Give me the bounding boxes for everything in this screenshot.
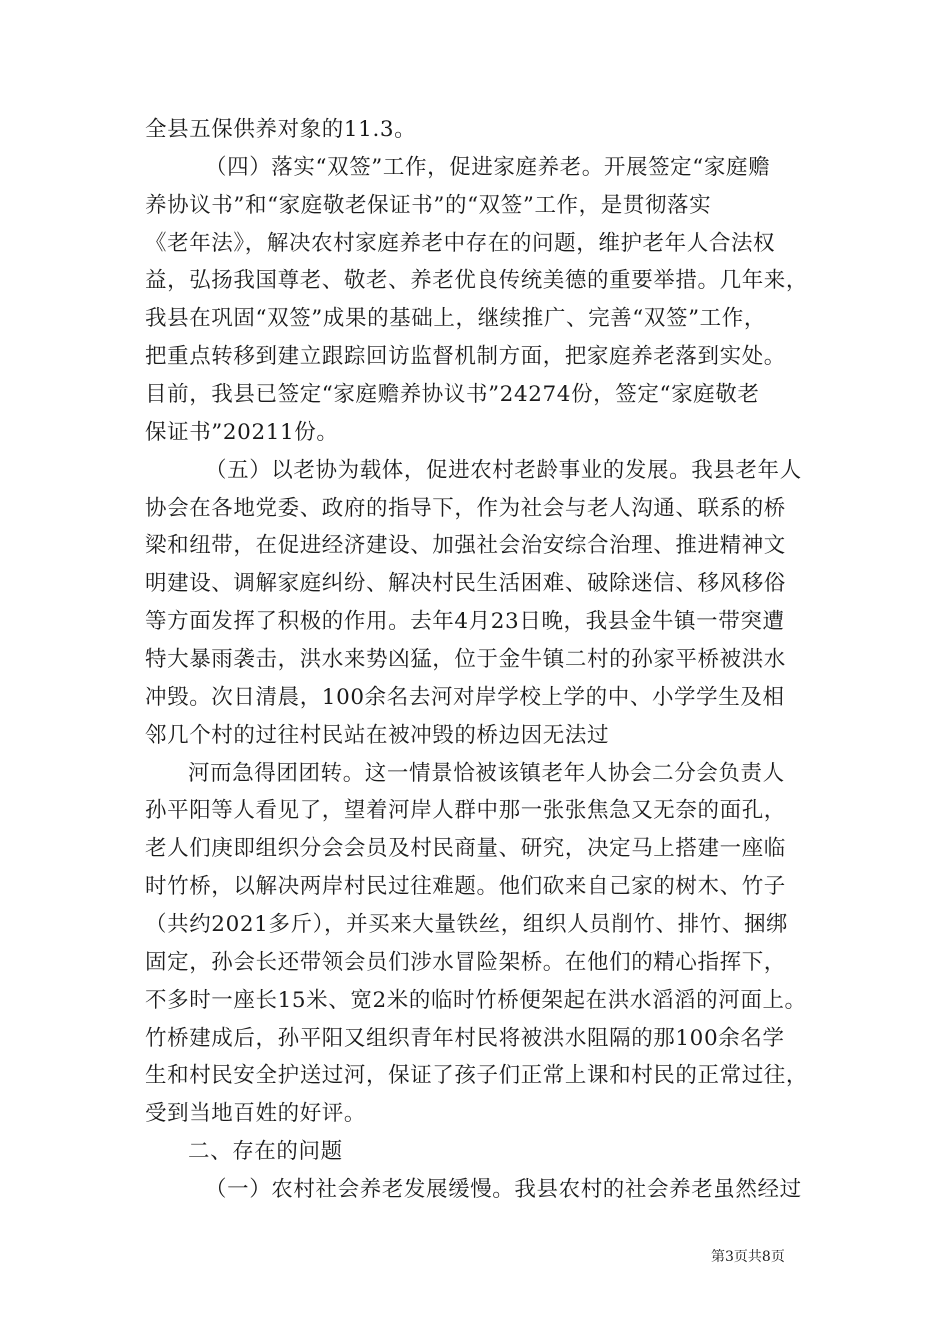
- text-line: 养协议书”和“家庭敬老保证书”的“双签”工作，是贯彻落实: [145, 193, 712, 218]
- text-line: （共约2021多斤），并买来大量铁丝，组织人员削竹、排竹、捆绑: [145, 912, 789, 937]
- text-line: 特大暴雨袭击，洪水来势凶猛，位于金牛镇二村的孙家平桥被洪水: [145, 647, 786, 672]
- paragraph-start-line: （一）农村社会养老发展缓慢。我县农村的社会养老虽然经过: [205, 1177, 802, 1202]
- text-line: 目前，我县已签定“家庭赡养协议书”24274份，签定“家庭敬老: [145, 382, 760, 407]
- text-line: 保证书”20211份。: [145, 420, 339, 445]
- paragraph-start-line: 河而急得团团转。这一情景恰被该镇老年人协会二分会负责人: [188, 761, 785, 786]
- text-line: 全县五保供养对象的11.3。: [145, 117, 417, 142]
- paragraph-start-line: （五）以老协为载体，促进农村老龄事业的发展。我县老年人: [205, 458, 802, 483]
- text-line: 梁和纽带，在促进经济建设、加强社会治安综合治理、推进精神文: [145, 533, 786, 558]
- text-line: 把重点转移到建立跟踪回访监督机制方面，把家庭养老落到实处。: [145, 344, 786, 369]
- text-line: 固定，孙会长还带领会员们涉水冒险架桥。在他们的精心指挥下，: [145, 950, 786, 975]
- text-line: 《老年法》，解决农村家庭养老中存在的问题，维护老年人合法权: [145, 231, 776, 256]
- text-line: 孙平阳等人看见了，望着河岸人群中那一张张焦急又无奈的面孔，: [145, 798, 786, 823]
- text-line: 明建设、调解家庭纠纷、解决村民生活困难、破除迷信、移风移俗: [145, 571, 786, 596]
- text-line: 受到当地百姓的好评。: [145, 1101, 367, 1126]
- text-line: 协会在各地党委、政府的指导下，作为社会与老人沟通、联系的桥: [145, 496, 786, 521]
- text-line: 我县在巩固“双签”成果的基础上，继续推广、完善“双签”工作，: [145, 306, 766, 331]
- section-heading: 二、存在的问题: [188, 1139, 343, 1164]
- text-line: 生和村民安全护送过河，保证了孩子们正常上课和村民的正常过往，: [145, 1063, 809, 1088]
- page-footer: 第3页共8页: [711, 1249, 785, 1265]
- text-line: 时竹桥，以解决两岸村民过往难题。他们砍来自己家的树木、竹子: [145, 874, 786, 899]
- text-line: 冲毁。次日清晨，100余名去河对岸学校上学的中、小学学生及相: [145, 685, 785, 710]
- paragraph-start-line: （四）落实“双签”工作，促进家庭养老。开展签定“家庭赡: [205, 155, 771, 180]
- text-line: 等方面发挥了积极的作用。去年4月23日晚，我县金牛镇一带突遭: [145, 609, 785, 634]
- text-line: 邻几个村的过往村民站在被冲毁的桥边因无法过: [145, 723, 610, 748]
- text-line: 竹桥建成后，孙平阳又组织青年村民将被洪水阻隔的那100余名学: [145, 1026, 785, 1051]
- text-line: 益，弘扬我国尊老、敬老、养老优良传统美德的重要举措。几年来，: [145, 268, 809, 293]
- text-line: 老人们庚即组织分会会员及村民商量、研究，决定马上搭建一座临: [145, 836, 786, 861]
- text-line: 不多时一座长15米、宽2米的临时竹桥便架起在洪水滔滔的河面上。: [145, 988, 807, 1013]
